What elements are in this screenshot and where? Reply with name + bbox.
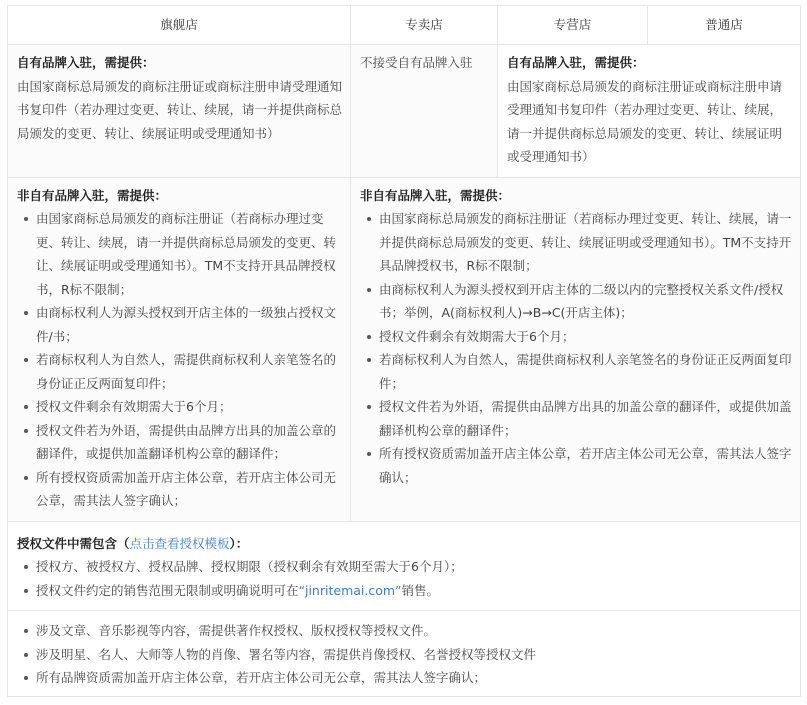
header-normal-store: 普通店 (648, 6, 801, 45)
header-franchise-store: 专营店 (498, 6, 648, 45)
list-item (36, 579, 792, 603)
self-brand-row (8, 45, 801, 178)
notes-list (17, 619, 792, 690)
list-item: 授权文件剩余有效期需大于6个月； (379, 325, 792, 349)
self-brand-franchise-title: 自有品牌入驻，需提供： (507, 55, 645, 70)
non-self-brand-flagship-list (17, 207, 342, 513)
list-item: 授权文件剩余有效期需大于6个月； (36, 395, 342, 419)
auth-file-title-prefix: 授权文件中需包含（ (17, 535, 130, 551)
list-item: 授权方、被授权方、授权品牌、授权期限（授权剩余有效期至需大于6个月）； (36, 555, 792, 579)
list-item: 授权文件若为外语，需提供由品牌方出具的加盖公章的翻译件，或提供加盖翻译机构公章的翻译件； (36, 419, 342, 466)
view-template-link[interactable]: 点击查看授权模板 (129, 535, 230, 551)
self-brand-franchise-normal-cell (498, 45, 801, 178)
notes-row (8, 611, 801, 697)
non-self-brand-row (8, 177, 801, 521)
notes-cell (8, 611, 801, 697)
self-brand-flagship-body: 由国家商标总局颁发的商标注册证或商标注册申请受理通知书复印件（若办理过变更、转让、续展，请一并提供商标总局颁发的变更、转让、续展证明或受理通知书） (17, 78, 343, 141)
sales-scope-suffix: 销售。 (401, 582, 440, 598)
store-requirements-table-wrapper (7, 5, 800, 697)
self-brand-franchise-body: 由国家商标总局颁发的商标注册证或商标注册申请受理通知书复印件（若办理过变更、转让、续展，请一并提供商标总局颁发的变更、转让、续展证明或受理通知书） (507, 78, 783, 164)
auth-file-row (8, 521, 801, 611)
list-item: 若商标权利人为自然人，需提供商标权利人亲笔签名的身份证正反两面复印件； (36, 348, 342, 395)
header-exclusive-store: 专卖店 (351, 6, 498, 45)
list-item: 所有品牌资质需加盖开店主体公章，若开店主体公司无公章，需其法人签字确认； (36, 666, 792, 690)
store-requirements-table (7, 5, 801, 697)
list-item: 由国家商标总局颁发的商标注册证（若商标办理过变更、转让、续展，请一并提供商标总局颁发的变更、转让、续展证明或受理通知书）。TM不支持开具品牌授权书，R标不限制； (379, 207, 792, 278)
list-item: 由商标权利人为源头授权到开店主体的一级独占授权文件/书； (36, 301, 342, 348)
non-self-brand-flagship-title: 非自有品牌入驻，需提供： (17, 187, 168, 203)
auth-file-list (17, 555, 792, 602)
list-item: 所有授权资质需加盖开店主体公章，若开店主体公司无公章，需其法人签字确认； (36, 466, 342, 513)
non-self-brand-others-list (360, 207, 792, 489)
non-self-brand-flagship-cell (8, 177, 351, 521)
list-item: 涉及文章、音乐影视等内容，需提供著作权授权、版权授权等授权文件。 (36, 619, 792, 643)
non-self-brand-others-cell (351, 177, 801, 521)
list-item: 授权文件若为外语，需提供由品牌方出具的加盖公章的翻译件，或提供加盖翻译机构公章的翻译件； (379, 395, 792, 442)
auth-file-title-suffix: ）： (229, 535, 249, 551)
header-row (8, 6, 801, 45)
self-brand-flagship-title: 自有品牌入驻，需提供： (17, 55, 155, 70)
auth-file-title (17, 532, 792, 556)
jinritemai-link[interactable]: “jinritemai.com” (298, 582, 402, 598)
auth-file-cell (8, 521, 801, 611)
list-item: 若商标权利人为自然人，需提供商标权利人亲笔签名的身份证正反两面复印件； (379, 348, 792, 395)
header-flagship-store: 旗舰店 (8, 6, 351, 45)
sales-scope-prefix: 授权文件约定的销售范围无限制或明确说明可在 (36, 582, 299, 598)
self-brand-flagship-cell (8, 45, 351, 178)
list-item: 所有授权资质需加盖开店主体公章，若开店主体公司无公章，需其法人签字确认； (379, 442, 792, 489)
list-item: 由国家商标总局颁发的商标注册证（若商标办理过变更、转让、续展，请一并提供商标总局颁发的变更、转让、续展证明或受理通知书）。TM不支持开具品牌授权书，R标不限制； (36, 207, 342, 301)
list-item: 由商标权利人为源头授权到开店主体的二级以内的完整授权关系文件/授权书；举例，A(商标权利人)→B→C(开店主体)； (379, 278, 792, 325)
self-brand-exclusive-body: 不接受自有品牌入驻 (360, 55, 473, 70)
self-brand-exclusive-cell (351, 45, 498, 178)
list-item: 涉及明星、名人、大师等人物的肖像、署名等内容，需提供肖像授权、名誉授权等授权文件 (36, 643, 792, 667)
non-self-brand-others-title: 非自有品牌入驻，需提供： (360, 187, 511, 203)
